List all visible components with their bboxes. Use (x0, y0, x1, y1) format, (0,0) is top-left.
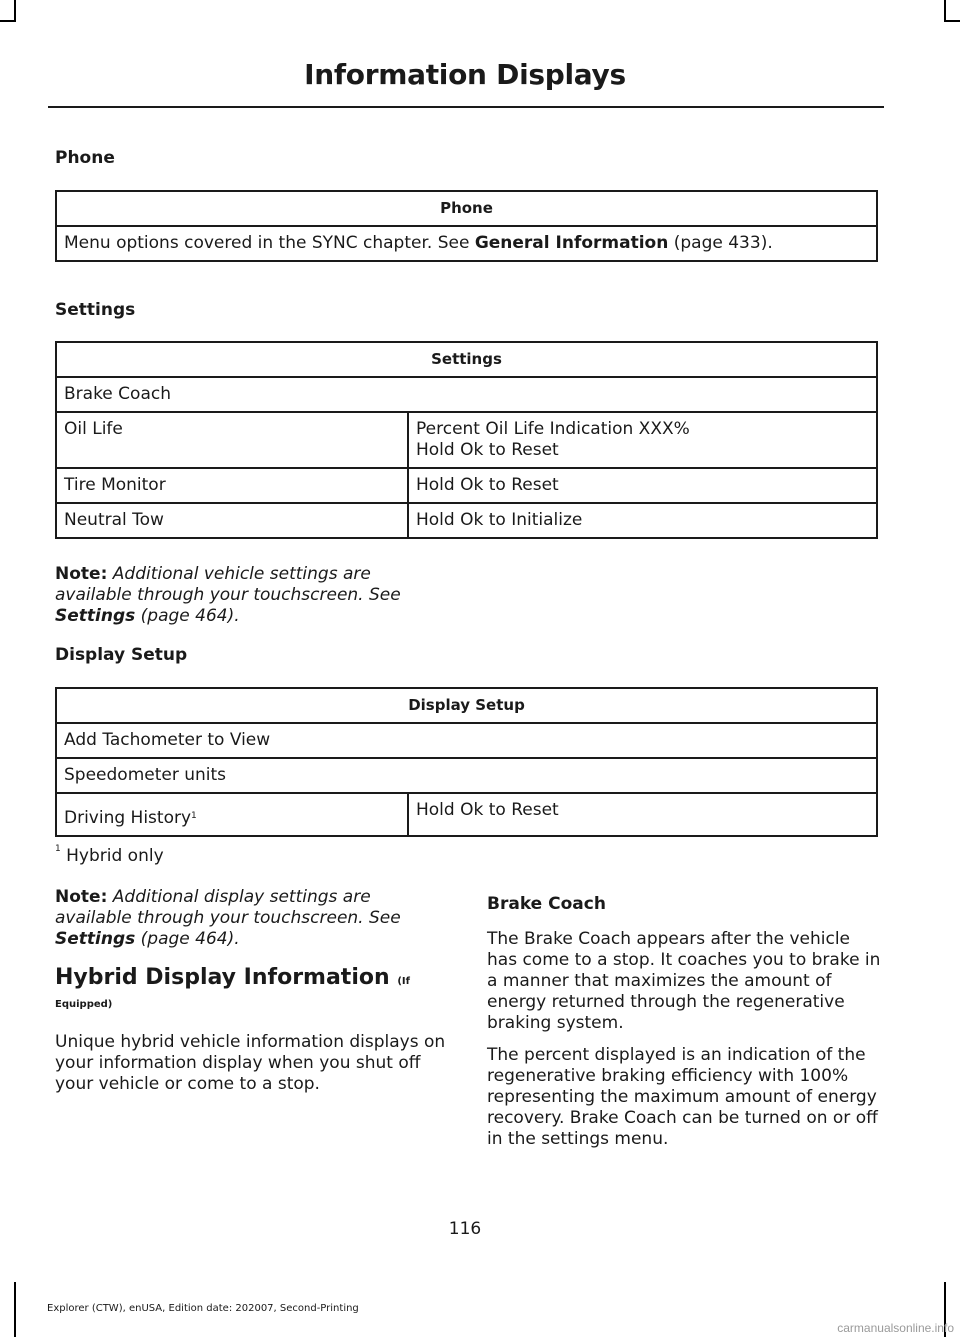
equipped-qualifier: Equipped) (55, 999, 113, 1010)
footnote-marker: 1 (55, 844, 61, 854)
display-row-driving-history-action: Hold Ok to Reset (408, 793, 877, 836)
brake-coach-paragraph-2: The percent displayed is an indication of the regenerative braking efficiency with 100% representing the maximum amount of energy recovery. Brake Coach can be turned on or off in the settings menu. (487, 1045, 878, 1149)
hybrid-display-title: Hybrid Display Information (55, 965, 390, 990)
note-text: Additional display settings are available through your touchscreen. See (55, 887, 401, 928)
hybrid-display-heading (55, 965, 410, 1010)
phone-table (55, 190, 878, 262)
driving-history-label: Driving History (64, 808, 192, 828)
display-setup-heading: Display Setup (55, 645, 188, 665)
display-setup-table (55, 687, 878, 837)
crop-mark-top-left-h (0, 20, 16, 22)
brake-coach-heading: Brake Coach (487, 894, 606, 914)
display-row-driving-history-name (56, 793, 408, 836)
note-label: Note: (55, 564, 108, 584)
crop-mark-bottom-left (14, 1282, 16, 1337)
display-setup-table-header: Display Setup (56, 688, 877, 723)
settings-row-oil-life-action (408, 412, 877, 468)
settings-table (55, 341, 878, 539)
settings-row-oil-life-name: Oil Life (56, 412, 408, 468)
settings-row-neutral-tow-name: Neutral Tow (56, 503, 408, 538)
if-qualifier: (If (397, 976, 410, 987)
brake-coach-paragraph-1: The Brake Coach appears after the vehicle has come to a stop. It coaches you to brake in a manner that maximizes the amount of energy returned through the regenerative braking system. (487, 929, 881, 1033)
settings-row-brake-coach: Brake Coach (56, 377, 877, 412)
oil-life-indication: Percent Oil Life Indication XXX% (416, 419, 690, 439)
phone-table-header: Phone (56, 191, 877, 226)
footnote-hybrid-only (55, 846, 164, 866)
hybrid-paragraph: Unique hybrid vehicle information displays on your information display when you shut off your vehicle or come to a stop. (55, 1032, 446, 1094)
driving-history-footnote-ref: 1 (191, 811, 197, 821)
settings-link[interactable]: Settings (55, 929, 136, 949)
note-label: Note: (55, 887, 108, 907)
oil-life-reset: Hold Ok to Reset (416, 440, 559, 460)
note-page: (page 464). (135, 606, 240, 626)
settings-link[interactable]: Settings (55, 606, 136, 626)
settings-row-neutral-tow-action: Hold Ok to Initialize (408, 503, 877, 538)
note-page: (page 464). (135, 929, 240, 949)
footnote-text: Hybrid only (60, 846, 164, 866)
settings-row-tire-monitor-action: Hold Ok to Reset (408, 468, 877, 503)
watermark: carmanualsonline.info (837, 1321, 954, 1335)
settings-heading: Settings (55, 300, 136, 320)
crop-mark-top-left (14, 0, 16, 20)
note-vehicle-settings (55, 564, 445, 627)
phone-row-text: Menu options covered in the SYNC chapter. See (64, 233, 475, 253)
footer-edition: Explorer (CTW), enUSA, Edition date: 202007, Second-Printing (47, 1303, 359, 1314)
note-display-settings (55, 887, 445, 950)
page-number: 116 (448, 1219, 482, 1239)
page-title: Information Displays (304, 58, 626, 91)
note-text: Additional vehicle settings are available through your touchscreen. See (55, 564, 401, 605)
phone-table-row (56, 226, 877, 261)
crop-mark-top-right-h (944, 20, 960, 22)
phone-heading: Phone (55, 148, 115, 168)
title-rule (48, 106, 884, 108)
settings-row-tire-monitor-name: Tire Monitor (56, 468, 408, 503)
display-row-tachometer: Add Tachometer to View (56, 723, 877, 758)
phone-row-page: (page 433). (668, 233, 773, 253)
general-information-link[interactable]: General Information (474, 233, 669, 253)
display-row-speedometer: Speedometer units (56, 758, 877, 793)
settings-table-header: Settings (56, 342, 877, 377)
crop-mark-top-right (944, 0, 946, 20)
